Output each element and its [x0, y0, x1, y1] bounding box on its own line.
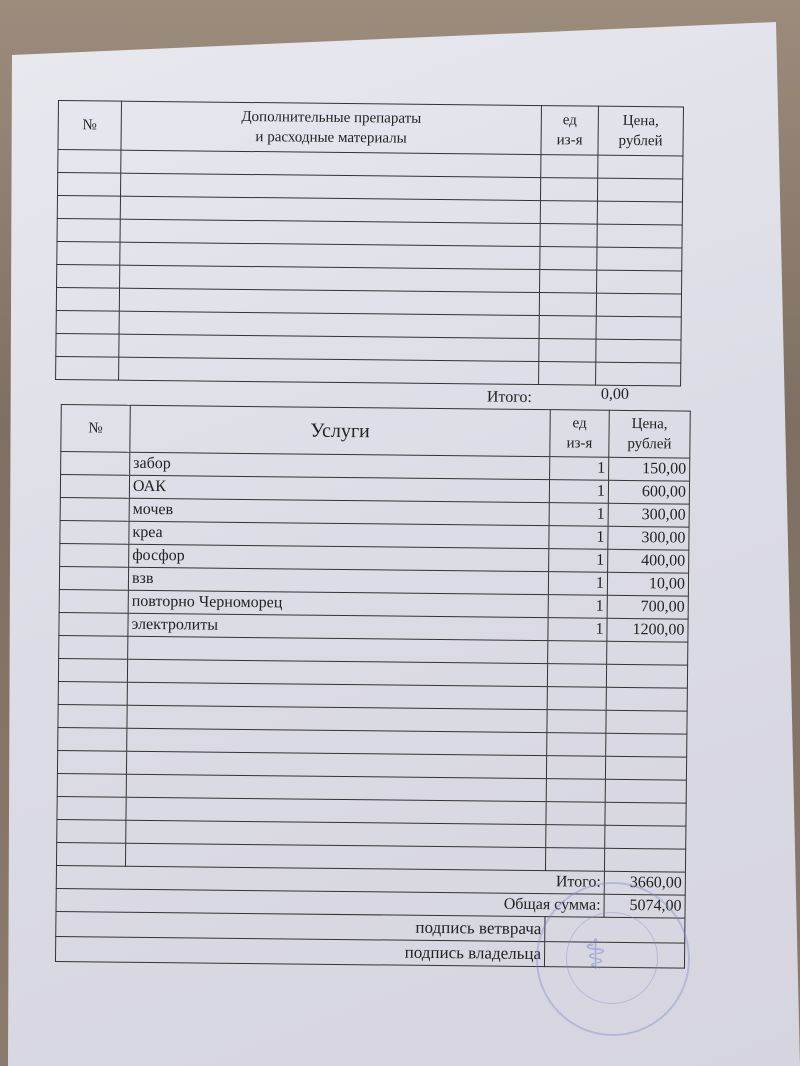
services-row-name: мочев	[129, 498, 549, 525]
grand-total-label: Общая сумма:	[56, 889, 604, 918]
services-table	[55, 404, 691, 969]
materials-col-name-line1: Дополнительные препараты	[241, 108, 422, 127]
services-row-price: 300,00	[608, 526, 689, 550]
services-row-name: креа	[129, 521, 549, 548]
services-row-name: повторно Черноморец	[128, 590, 548, 617]
materials-cell	[597, 224, 682, 248]
services-row-qty: 1	[548, 618, 607, 642]
services-col-no: №	[61, 405, 130, 453]
services-col-name: Услуги	[130, 405, 550, 456]
services-col-unit	[550, 410, 609, 458]
services-row-no	[57, 820, 126, 844]
services-row-name: электролиты	[128, 613, 548, 640]
materials-col-price-line2: рублей	[618, 132, 663, 150]
services-row-qty: 1	[549, 480, 608, 504]
materials-cell	[57, 241, 120, 265]
services-row-qty: 1	[548, 572, 607, 596]
services-row-qty	[546, 802, 605, 826]
services-row-qty	[547, 687, 606, 711]
services-row-no	[57, 751, 126, 775]
services-row-no	[60, 475, 129, 499]
materials-cell	[596, 316, 681, 340]
materials-cell	[596, 293, 681, 317]
materials-col-unit-line2: из-я	[556, 132, 583, 149]
services-row-price: 1200,00	[607, 618, 688, 642]
materials-cell	[539, 293, 596, 317]
services-row-qty: 1	[549, 526, 608, 550]
materials-col-price	[598, 106, 684, 156]
services-header-row	[61, 405, 690, 459]
services-row-no	[60, 521, 129, 545]
materials-cell	[56, 287, 119, 311]
materials-cell	[540, 270, 597, 294]
services-col-price-line2: рублей	[627, 435, 672, 453]
materials-col-name-line2: и расходные материалы	[255, 129, 407, 147]
services-row-no	[58, 682, 127, 706]
materials-cell	[56, 333, 119, 357]
services-row-qty	[547, 710, 606, 734]
services-row-qty: 1	[549, 549, 608, 573]
materials-body	[56, 150, 683, 387]
materials-cell	[596, 339, 681, 363]
materials-cell	[540, 201, 597, 225]
materials-total-value: 0,00	[600, 385, 630, 403]
services-row-name: взв	[128, 567, 548, 594]
materials-cell	[57, 264, 120, 288]
services-body	[56, 452, 689, 873]
services-row-no	[59, 636, 128, 660]
services-row-qty	[545, 848, 604, 872]
materials-cell	[56, 310, 119, 334]
services-col-unit-line2: из-я	[566, 435, 593, 452]
owner-signature-label: подпись владельца	[55, 937, 544, 967]
grand-total-value: 5074,00	[604, 894, 685, 918]
materials-cell	[541, 155, 598, 179]
materials-cell	[540, 247, 597, 271]
services-row-price: 400,00	[608, 549, 689, 573]
services-row-qty: 1	[548, 595, 607, 619]
services-row-price	[606, 733, 687, 757]
services-row-no	[57, 797, 126, 821]
services-row-price	[606, 687, 687, 711]
services-row-price: 700,00	[607, 595, 688, 619]
services-row-price	[605, 756, 686, 780]
services-row-price	[606, 710, 687, 734]
materials-cell	[597, 247, 682, 271]
services-row-price	[607, 641, 688, 665]
services-row-qty	[546, 756, 605, 780]
services-row-price	[605, 825, 686, 849]
materials-cell	[57, 173, 120, 197]
materials-cell	[58, 150, 121, 174]
materials-table	[55, 100, 684, 387]
vet-signature-field[interactable]	[545, 917, 685, 943]
services-row-no	[59, 590, 128, 614]
services-row-qty	[546, 779, 605, 803]
services-row-qty	[547, 664, 606, 688]
services-total-label: Итого:	[56, 866, 604, 895]
services-row-no	[60, 498, 129, 522]
services-row-price	[606, 664, 687, 688]
services-row-no	[60, 544, 129, 568]
materials-cell	[597, 201, 682, 225]
materials-col-no: №	[58, 101, 122, 151]
materials-col-name	[121, 101, 541, 154]
services-row-no	[58, 705, 127, 729]
materials-cell	[539, 316, 596, 340]
services-row-name: ОАК	[129, 475, 549, 502]
clinic-stamp-emblem-icon: ⚕	[584, 930, 607, 979]
materials-cell	[597, 270, 682, 294]
materials-total-label: Итого:	[486, 388, 532, 406]
services-row-no	[57, 774, 126, 798]
services-row-price: 600,00	[608, 480, 689, 504]
invoice-form	[49, 100, 708, 969]
services-row-no	[58, 728, 127, 752]
materials-cell	[597, 178, 682, 202]
materials-col-unit-line1: ед	[562, 112, 577, 129]
owner-signature-field[interactable]	[544, 942, 684, 968]
materials-header-row	[58, 101, 683, 157]
materials-col-unit	[541, 106, 599, 156]
services-row-price: 10,00	[607, 572, 688, 596]
services-row-no	[59, 567, 128, 591]
services-row-name: забор	[130, 452, 550, 479]
materials-cell	[596, 362, 681, 386]
services-row-price	[604, 848, 685, 872]
materials-cell	[56, 356, 119, 380]
services-col-price	[609, 410, 690, 458]
materials-col-price-line1: Цена,	[622, 112, 659, 130]
services-row-qty	[547, 733, 606, 757]
services-total-value: 3660,00	[604, 871, 685, 895]
materials-cell	[540, 224, 597, 248]
services-row-price	[605, 779, 686, 803]
services-row-qty	[548, 641, 607, 665]
services-col-price-line1: Цена,	[631, 416, 668, 433]
materials-cell	[539, 339, 596, 363]
materials-cell	[57, 196, 120, 220]
materials-cell	[540, 178, 597, 202]
services-row-no	[56, 843, 125, 867]
services-row-price: 300,00	[608, 503, 689, 527]
services-row-no	[61, 452, 130, 476]
materials-cell	[57, 218, 120, 242]
services-col-unit-line1: ед	[572, 415, 587, 432]
services-row-qty	[546, 825, 605, 849]
services-row-price: 150,00	[609, 457, 690, 481]
vet-signature-label: подпись ветврача	[56, 912, 545, 942]
services-row-price	[605, 802, 686, 826]
materials-cell	[598, 155, 683, 179]
services-row-qty: 1	[550, 457, 609, 481]
services-row-no	[59, 613, 128, 637]
services-row-name: фосфор	[129, 544, 549, 571]
services-row-no	[58, 659, 127, 683]
services-row-qty: 1	[549, 503, 608, 527]
materials-cell	[539, 362, 596, 386]
